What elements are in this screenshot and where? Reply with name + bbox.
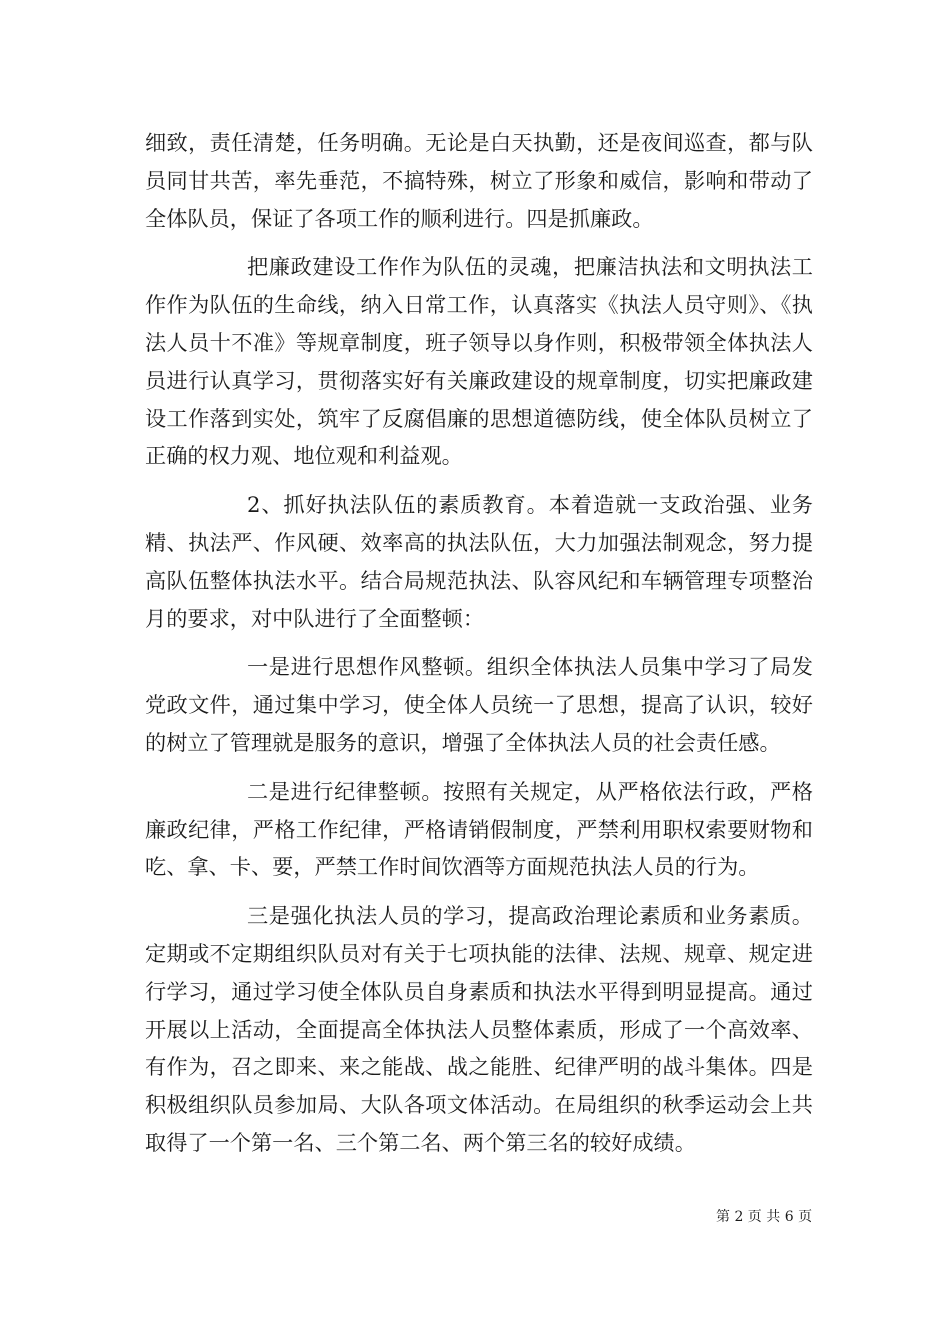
paragraph-integrity: 把廉政建设工作作为队伍的灵魂，把廉洁执法和文明执法工作作为队伍的生命线，纳入日常工作，认真落实《执法人员守则》、《执法人员十不准》等规章制度，班子领导以身作则，积极带领全体执法人员进行认真学习，贯彻落实好有关廉政建设的规章制度，切实把廉政建设工作落到实处，筑牢了反腐倡廉的思想道德防线，使全体队员树立了正确的权力观、地位观和利益观。 — [145, 254, 813, 469]
paragraph-study-activities: 三是强化执法人员的学习，提高政治理论素质和业务素质。定期或不定期组织队员对有关于七项执能的法律、法规、规章、规定进行学习，通过学习使全体队员自身素质和执法水平得到明显提高。通过开展以上活动，全面提高全体执法人员整体素质，形成了一个高效率、有作为，召之即来、来之能战、战之能胜、纪律严明的战斗集体。四是积极组织队员参加局、大队各项文体活动。在局组织的秋季运动会上共取得了一个第一名、三个第二名、两个第三名的较好成绩。 — [145, 903, 813, 1155]
paragraph-discipline-rectification: 二是进行纪律整顿。按照有关规定，从严格依法行政，严格廉政纪律，严格工作纪律，严格请销假制度，严禁利用职权索要财物和吃、拿、卡、要，严禁工作时间饮酒等方面规范执法人员的行为。 — [145, 778, 813, 880]
paragraph-ideology-rectification: 一是进行思想作风整顿。组织全体执法人员集中学习了局发党政文件，通过集中学习，使全体人员统一了思想，提高了认识，较好的树立了管理就是服务的意识，增强了全体执法人员的社会责任感。 — [145, 654, 813, 755]
paragraph-quality-education: 2、抓好执法队伍的素质教育。本着造就一支政治强、业务精、执法严、作风硬、效率高的执法队伍，大力加强法制观念，努力提高队伍整体执法水平。结合局规范执法、队容风纪和车辆管理专项整治月的要求，对中队进行了全面整顿： — [145, 492, 813, 631]
page-number-footer: 第 2 页 共 6 页 — [716, 1209, 813, 1225]
document-body — [145, 124, 813, 1173]
paragraph-continuation: 细致，责任清楚，任务明确。无论是白天执勤，还是夜间巡查，都与队员同甘共苦，率先垂范，不搞特殊，树立了形象和威信，影响和带动了全体队员，保证了各项工作的顺利进行。四是抓廉政。 — [145, 130, 813, 231]
